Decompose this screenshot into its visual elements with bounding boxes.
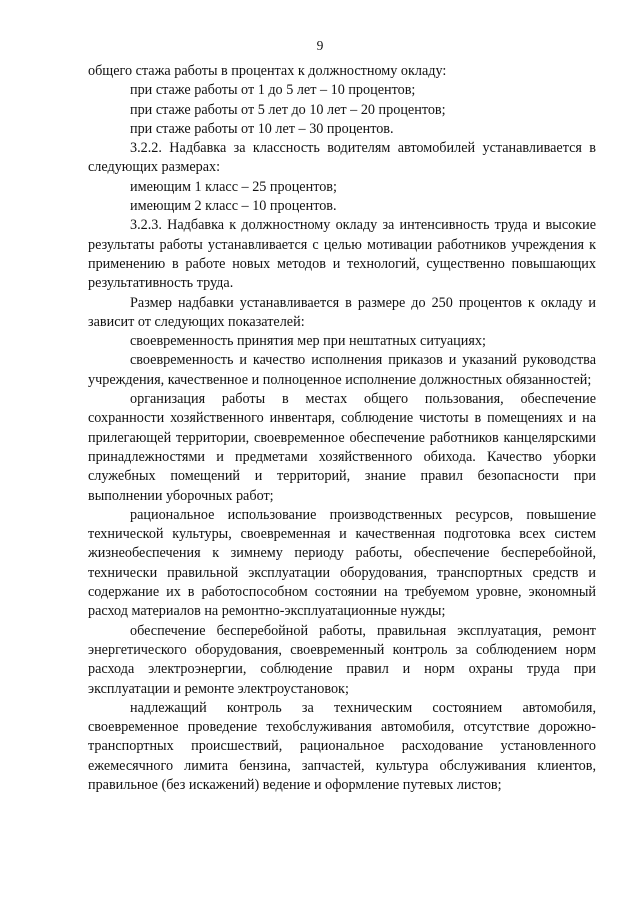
paragraph: надлежащий контроль за техническим состоянием автомобиля, своевременное проведение техобслуживания автомобиля, отсутствие дорожно-транспортных происшествий, рациональное расходование установленного ежемесячного лимита бензина, запчастей, культура обслуживания клиентов, правильное (без искажений) ведение и оформление путевых листов; (88, 699, 596, 793)
paragraph: 3.2.2. Надбавка за классность водителям автомобилей устанавливается в следующих размерах: (88, 140, 596, 176)
paragraph: рациональное использование производственных ресурсов, повышение технической культуры, своевременная и качественная подготовка всех систем жизнеобеспечения к зимнему периоду работы, обеспечение бесперебойной, технически правильной эксплуатации оборудования, транспортных средств и содержание их в работоспособном состоянии на требуемом уровне, экономный расход материалов на ремонтно-эксплуатационные нужды; (88, 506, 596, 620)
paragraph: организация работы в местах общего пользования, обеспечение сохранности хозяйственного инвентаря, соблюдение чистоты в помещениях и на прилегающей территории, своевременное обеспечение работников канцелярскими принадлежностями и предметами хозяйственного обихода. Качество уборки служебных помещений и территорий, знание правил безопасности при выполнении уборочных работ; (88, 391, 596, 504)
paragraph: своевременность принятия мер при нештатных ситуациях; (130, 333, 486, 350)
document-body (88, 62, 596, 795)
paragraph: имеющим 1 класс – 25 процентов; (130, 178, 337, 195)
paragraph: при стаже работы от 10 лет – 30 процентов. (130, 120, 394, 137)
paragraph: Размер надбавки устанавливается в размере до 250 процентов к окладу и зависит от следующих показателей: (88, 294, 596, 330)
page-number: 9 (316, 38, 324, 53)
paragraph: своевременность и качество исполнения приказов и указаний руководства учреждения, качественное и полноценное исполнение должностных обязанностей; (88, 352, 596, 388)
paragraph: обеспечение бесперебойной работы, правильная эксплуатация, ремонт энергетического оборудования, своевременный контроль за соблюдением норм расхода электроэнергии, соблюдение правил и норм охраны труда при эксплуатации и ремонте электроустановок; (88, 622, 596, 697)
paragraph: имеющим 2 класс – 10 процентов. (130, 198, 337, 215)
paragraph: 3.2.3. Надбавка к должностному окладу за интенсивность труда и высокие результаты работы устанавливается с целью мотивации работников учреждения к применению в работе новых методов и технологий, существенно повышающих результативность труда. (88, 217, 596, 292)
paragraph: при стаже работы от 5 лет до 10 лет – 20 процентов; (130, 101, 446, 118)
paragraph: общего стажа работы в процентах к должностному окладу: (88, 63, 447, 79)
paragraph: при стаже работы от 1 до 5 лет – 10 процентов; (130, 82, 416, 99)
